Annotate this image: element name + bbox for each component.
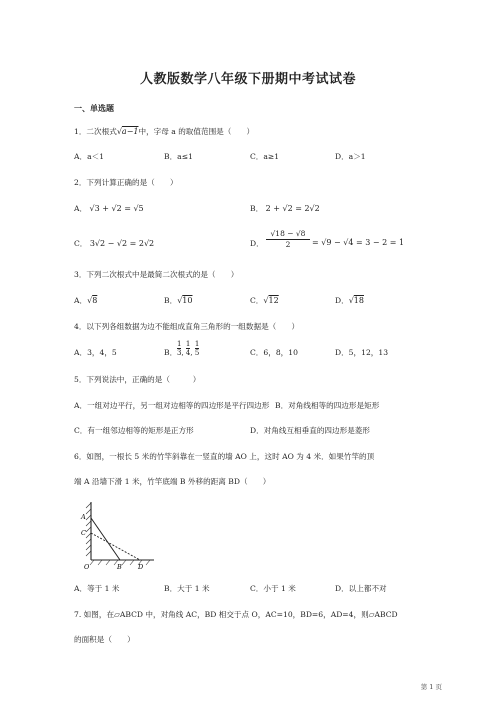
q3-option-a bbox=[74, 295, 97, 306]
q2-option-d-rest: = √9 − √4 = 3 − 2 = 1 bbox=[312, 238, 405, 247]
q2-option-a bbox=[74, 203, 144, 214]
q2-option-d-den: 2 bbox=[285, 240, 291, 249]
q5-stem: 5．下列说法中，正确的是（ ） bbox=[74, 375, 201, 384]
q2-option-d-frac bbox=[266, 229, 310, 249]
q1-option-a: A．a＜1 bbox=[74, 152, 105, 161]
q6-stem-line2: 端 A 沿墙下滑 1 米，竹竿底端 B 外移的距离 BD（ ） bbox=[74, 477, 271, 486]
q1-radical: √a−1 bbox=[116, 127, 139, 136]
q4-frac-1-num: 1 bbox=[177, 340, 182, 348]
q2-option-a-expr: √3 + √2 = √5 bbox=[89, 204, 144, 213]
section-heading: 一、单选题 bbox=[74, 104, 114, 113]
q1-option-d: D．a＞1 bbox=[335, 152, 366, 161]
q3-option-a-radicand: 8 bbox=[92, 296, 98, 305]
q7-stem-line2: 的面积是（ ） bbox=[74, 635, 135, 644]
q4-frac-1-den: 3 bbox=[177, 349, 182, 357]
q4-stem: 4．以下列各组数据为边不能组成直角三角形的一组数据是（ ） bbox=[74, 322, 300, 331]
q1-stem-pre: 1．二次根式 bbox=[74, 127, 117, 136]
q4-frac-2 bbox=[186, 340, 190, 357]
q6-option-d: D．以上都不对 bbox=[335, 584, 387, 593]
q3-option-c-radicand: 12 bbox=[268, 296, 279, 305]
q3-stem: 3．下列二次根式中是最简二次根式的是（ ） bbox=[74, 270, 239, 279]
wall-hatching bbox=[86, 503, 91, 556]
q6-option-a: A．等于 1 米 bbox=[74, 584, 120, 593]
q2-stem: 2．下列计算正确的是（ ） bbox=[74, 178, 178, 187]
q3-option-b-radicand: 10 bbox=[182, 296, 193, 305]
q1-stem-post: 中，字母 a 的取值范围是（ ） bbox=[138, 127, 255, 136]
q2-option-b-letter: B． bbox=[250, 204, 264, 213]
q4-frac-2-den: 4 bbox=[185, 349, 191, 357]
q5-option-c: C．有一组邻边相等的矩形是正方形 bbox=[74, 426, 194, 435]
q3-option-d-radicand: 18 bbox=[353, 296, 364, 305]
q6-option-b: B．大于 1 米 bbox=[164, 584, 210, 593]
q7-stem-line1: 7. 如图，在▱ABCD 中，对角线 AC，BD 相交于点 O，AC=10，BD=6，AD=4，则▱ABCD bbox=[74, 610, 398, 619]
q1-option-c: C．a≥1 bbox=[250, 152, 280, 161]
label-d: D bbox=[138, 563, 144, 570]
q5-option-b: B．对角线相等的四边形是矩形 bbox=[275, 401, 380, 410]
q4-frac-1 bbox=[177, 340, 181, 357]
label-c: C bbox=[81, 529, 86, 537]
label-b: B bbox=[117, 563, 122, 570]
q3-option-d bbox=[335, 295, 364, 306]
page-title: 人教版数学八年级下册期中考试试卷 bbox=[139, 72, 356, 87]
q3-option-d-radical: √18 bbox=[348, 296, 364, 305]
q4-option-d: D．5，12，13 bbox=[335, 348, 389, 357]
q5-option-a: A．一组对边平行，另一组对边相等的四边形是平行四边形 bbox=[74, 401, 270, 410]
q4-frac-3 bbox=[195, 340, 199, 357]
q2-option-c-expr: 3√2 − √2 = 2√2 bbox=[89, 239, 155, 248]
q3-option-b bbox=[164, 295, 192, 306]
q4-frac-3-den: 5 bbox=[194, 349, 200, 357]
q2-option-d-letter: D． bbox=[250, 239, 264, 248]
q6-stem-line1: 6．如图，一根长 5 米的竹竿斜靠在一竖直的墙 AO 上，这时 AO 为 4 米．如果竹竿的顶 bbox=[74, 452, 375, 461]
q3-option-a-radical: √8 bbox=[87, 296, 98, 305]
q2-option-d-num: √18 − √8 bbox=[266, 229, 310, 240]
page-number: 第 1 页 bbox=[420, 683, 442, 691]
q1-radicand: a−1 bbox=[121, 127, 139, 136]
ladder-figure bbox=[70, 498, 160, 570]
q1-stem bbox=[74, 126, 254, 137]
q4-option-b: B． bbox=[164, 348, 178, 357]
pole-original bbox=[91, 518, 120, 560]
q3-option-c-radical: √12 bbox=[263, 296, 279, 305]
q3-option-b-letter: B． bbox=[164, 296, 178, 305]
q3-option-a-letter: A． bbox=[74, 296, 88, 305]
q4-option-b-fractions: $\frac{1}{3}$ , $\frac{1}{4}$ , $\frac{1}{5}$ bbox=[177, 340, 200, 357]
q2-option-b-expr: 2 + √2 = 2√2 bbox=[265, 204, 320, 213]
q4-frac-3-num: 1 bbox=[194, 340, 200, 348]
q2-option-a-letter: A． bbox=[74, 204, 88, 213]
q4-frac-2-num: 1 bbox=[185, 340, 191, 348]
q2-option-c-letter: C． bbox=[74, 239, 88, 248]
q3-option-c bbox=[250, 295, 279, 306]
q2-option-d bbox=[250, 238, 264, 249]
q1-option-b: B．a≤1 bbox=[164, 152, 193, 161]
q3-option-d-letter: D． bbox=[335, 296, 349, 305]
q2-option-b bbox=[250, 203, 320, 214]
q3-option-b-radical: √10 bbox=[177, 296, 193, 305]
pole-slid bbox=[91, 533, 140, 560]
q3-option-c-letter: C． bbox=[250, 296, 264, 305]
q5-option-d: D．对角线互相垂直的四边形是菱形 bbox=[250, 426, 370, 435]
q4-option-c: C．6，8，10 bbox=[250, 348, 298, 357]
label-o: O bbox=[84, 563, 90, 570]
q4-option-a: A．3，4，5 bbox=[74, 348, 117, 357]
label-a: A bbox=[81, 513, 86, 521]
q6-option-c: C．小于 1 米 bbox=[250, 584, 296, 593]
q2-option-c bbox=[74, 238, 154, 249]
